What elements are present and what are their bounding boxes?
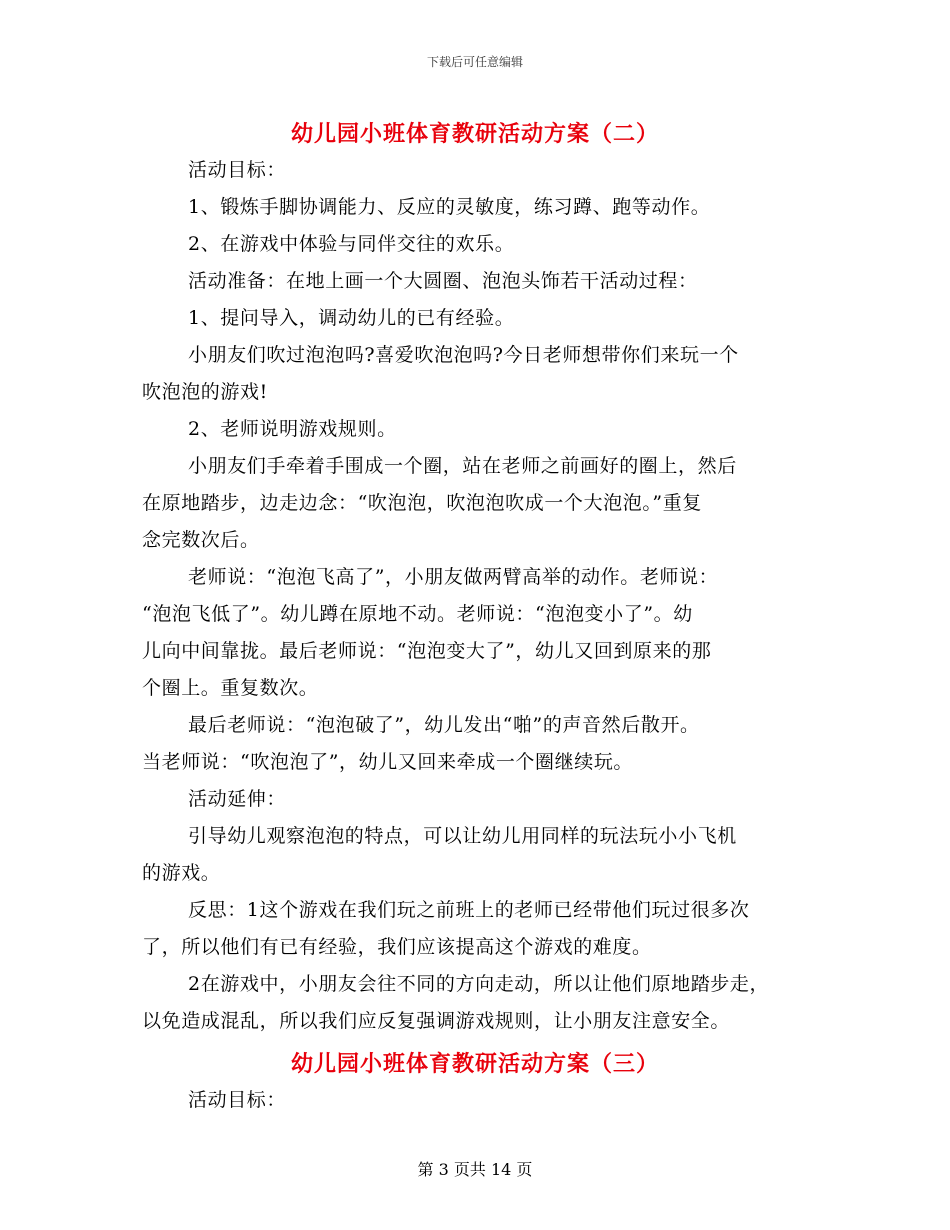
paragraph-line: 以免造成混乱，所以我们应反复强调游戏规则，让小朋友注意安全。 (142, 1010, 731, 1032)
paragraph-line: 在原地踏步，边走边念：“吹泡泡，吹泡泡吹成一个大泡泡。”重复 (142, 492, 702, 514)
paragraph-line: 个圈上。重复数次。 (142, 677, 319, 699)
paragraph-line: 活动目标： (188, 159, 287, 181)
paragraph-line: 活动准备：在地上画一个大圆圈、泡泡头饰若干活动过程： (188, 270, 698, 292)
paragraph-line: 2、在游戏中体验与同伴交往的欢乐。 (188, 233, 515, 255)
paragraph-line: 儿向中间靠拢。最后老师说：“泡泡变大了”，幼儿又回到原来的那 (142, 640, 712, 662)
paragraph-line: 小朋友们吹过泡泡吗?喜爱吹泡泡吗?今日老师想带你们来玩一个 (188, 344, 739, 366)
page-footer: 第 3 页共 14 页 (417, 1160, 533, 1179)
paragraph-line: 活动目标： (188, 1089, 287, 1111)
paragraph-line: 2、老师说明游戏规则。 (188, 418, 397, 440)
section-title-2: 幼儿园小班体育教研活动方案（二） (290, 121, 659, 147)
paragraph-line: 当老师说：“吹泡泡了”，幼儿又回来牵成一个圈继续玩。 (142, 751, 634, 773)
page-header: 下载后可任意编辑 (426, 55, 523, 69)
paragraph-line: 小朋友们手牵着手围成一个圈，站在老师之前画好的圈上，然后 (188, 455, 737, 477)
paragraph-line: 老师说：“泡泡飞高了”，小朋友做两臂高举的动作。老师说： (188, 566, 719, 588)
paragraph-line: 引导幼儿观察泡泡的特点，可以让幼儿用同样的玩法玩小小飞机 (188, 825, 737, 847)
paragraph-line: 了，所以他们有已有经验，我们应该提高这个游戏的难度。 (142, 936, 652, 958)
paragraph-line: 吹泡泡的游戏! (142, 381, 268, 403)
paragraph-line: 活动延伸： (188, 788, 287, 810)
paragraph-line: 反思：1这个游戏在我们玩之前班上的老师已经带他们玩过很多次 (188, 899, 750, 921)
paragraph-line: 的游戏。 (142, 862, 221, 884)
paragraph-line: 2在游戏中，小朋友会往不同的方向走动，所以让他们原地踏步走， (188, 973, 770, 995)
paragraph-line: 1、提问导入，调动幼儿的已有经验。 (188, 307, 515, 329)
paragraph-line: 最后老师说：“泡泡破了”，幼儿发出“啪”的声音然后散开。 (188, 714, 700, 736)
section-title-3: 幼儿园小班体育教研活动方案（三） (290, 1051, 659, 1077)
paragraph-line: “泡泡飞低了”。幼儿蹲在原地不动。老师说：“泡泡变小了”。幼 (142, 603, 693, 625)
paragraph-line: 念完数次后。 (142, 529, 260, 551)
paragraph-line: 1、锻炼手脚协调能力、反应的灵敏度，练习蹲、跑等动作。 (188, 196, 711, 218)
